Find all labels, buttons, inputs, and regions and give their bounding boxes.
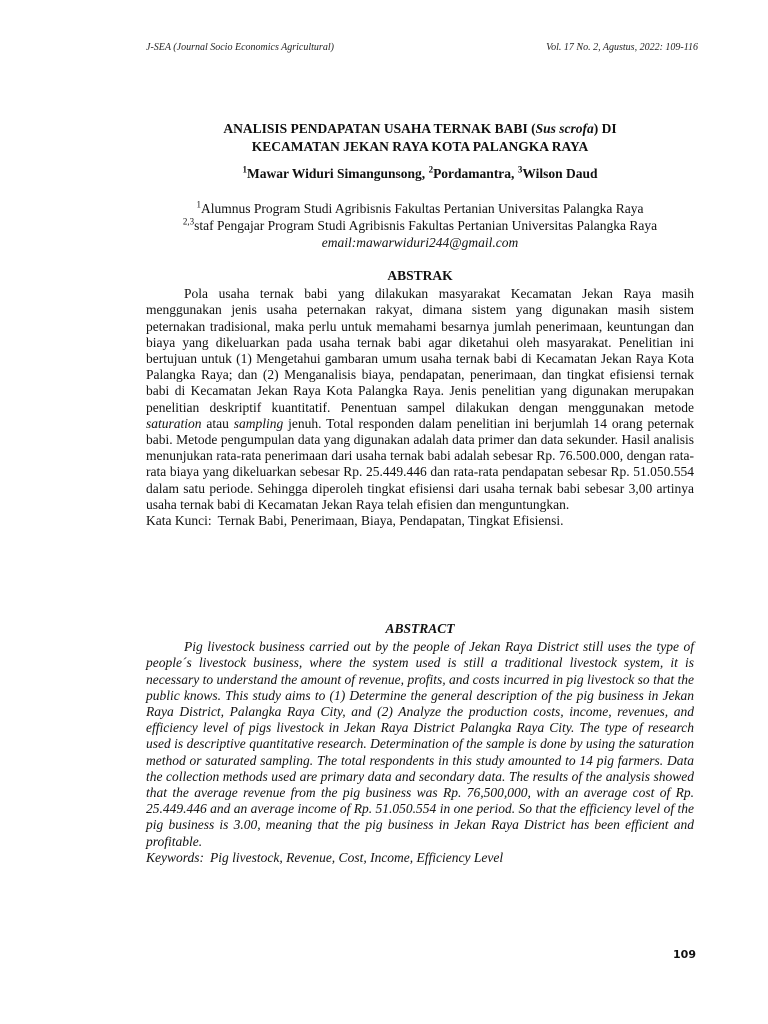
abstract-body: Pig livestock business carried out by the people of Jekan Raya District still uses the type of people´s livestock business, where the system used is still a traditional livestock system, it is necessary to understand the amount of revenue, profits, and costs incurred in pig livestock so that the public knows. This study aims to (1) Determine the general description of the pig business in Jekan Raya District, Palangka Raya City, and (2) Analyze the production costs, income, revenues, and efficiency level of pigs livestock in Jekan Raya District Palangka Raya City. The type of research used is descriptive quantitative research. Determination of the sample is done by using the saturation method or saturated sampling. The total respondents in this study amounted to 14 pig farmers. Data the collection methods used are primary data and secondary data. The results of the analysis showed that the average revenue from the pig business was Rp. 76,500,000, with an average cost of Rp. 25.449.446 and an average income of Rp. 51.050.554 in one period. So that the efficiency level of the pig business is 3.00, meaning that the pig business in Jekan Raya District has been efficient and profitable. [146,639,694,849]
paper-title [146,120,694,156]
keywords-label: Keywords: [146,849,204,865]
author-1: Mawar Widuri Simangunsong, [247,166,429,181]
abstract-heading: ABSTRACT [385,621,455,636]
author-3: Wilson Daud [522,166,598,181]
kata-kunci [146,513,694,529]
keywords [146,850,694,866]
affiliations [146,200,694,251]
affiliation-1: $^1$Alumnus Program Studi Agribisnis Fakultas Pertanian Universitas Palangka Raya [196,199,644,216]
affiliation-2: $^{2,3}$staf Pengajar Program Studi Agribisnis Fakultas Pertanian Universitas Palangka Raya [182,216,658,233]
page-number: 109 [673,948,696,961]
keywords-text: Pig livestock, Revenue, Cost, Income, Efficiency Level [210,849,504,865]
abstrak-section [146,268,694,529]
author-email: email:mawarwiduri244@gmail.com [321,235,519,250]
running-header [146,42,698,53]
author-list: $^1$Mawar Widuri Simangunsong, $^2$Pordamantra, $^3$Wilson Daud [242,164,598,181]
title-line-1: ANALISIS PENDAPATAN USAHA TERNAK BABI (Sus scrofa) DI [223,121,617,136]
author-2: Pordamantra, [433,166,518,181]
abstrak-heading: ABSTRAK [387,268,453,283]
kata-kunci-label: Kata Kunci: [146,513,212,529]
volume-info: Vol. 17 No. 2, Agustus, 2022: 109-116 [546,42,698,53]
species-name: Sus scrofa [535,121,594,136]
abstract-section [146,621,694,866]
journal-name: J-SEA (Journal Socio Economics Agricultural) [146,42,334,53]
abstrak-body: Pola usaha ternak babi yang dilakukan masyarakat Kecamatan Jekan Raya masih menggunakan jenis usaha peternakan rakyat, dimana sistem yang digunakan masih sistem peternakan tradisional, maka perlu untuk memahami besarnya jumlah penerimaan, keuntungan dan biaya yang dikeluarkan pada usaha ternak babi agar diketahui oleh masyarakat. Penelitian ini bertujuan untuk (1) Mengetahui gambaran umum usaha ternak babi di Kecamatan Jekan Raya Kota Palangka Raya; dan (2) Menganalisis biaya, pendapatan, penerimaan, dan tingkat efisiensi ternak babi di Kecamatan Jekan Raya Kota Palangka Raya. Jenis penelitian yang digunakan merupakan penelitian deskriptif kuantitatif. Penentuan sampel dilakukan dengan menggunakan metode saturation atau sampling jenuh. Total responden dalam penelitian ini berjumlah 14 orang peternak babi. Metode pengumpulan data yang digunakan adalah data primer dan data sekunder. Hasil analisis menunjukan rata-rata penerimaan dari usaha ternak babi adalah sebesar Rp. 76.500.000, dengan rata-rata biaya yang dikeluarkan sebesar Rp. 25.449.446 dan rata-rata pendapatan sebesar Rp. 51.050.554 dalam satu periode. Sehingga diperoleh tingkat efisiensi dari usaha ternak babi sebesar 3,00 artinya usaha ternak babi di Kecamatan Jekan Raya telah efisien dan menguntungkan. [146,286,694,512]
title-line-2: KECAMATAN JEKAN RAYA KOTA PALANGKA RAYA [251,139,589,154]
kata-kunci-text: Ternak Babi, Penerimaan, Biaya, Pendapatan, Tingkat Efisiensi. [217,513,564,529]
